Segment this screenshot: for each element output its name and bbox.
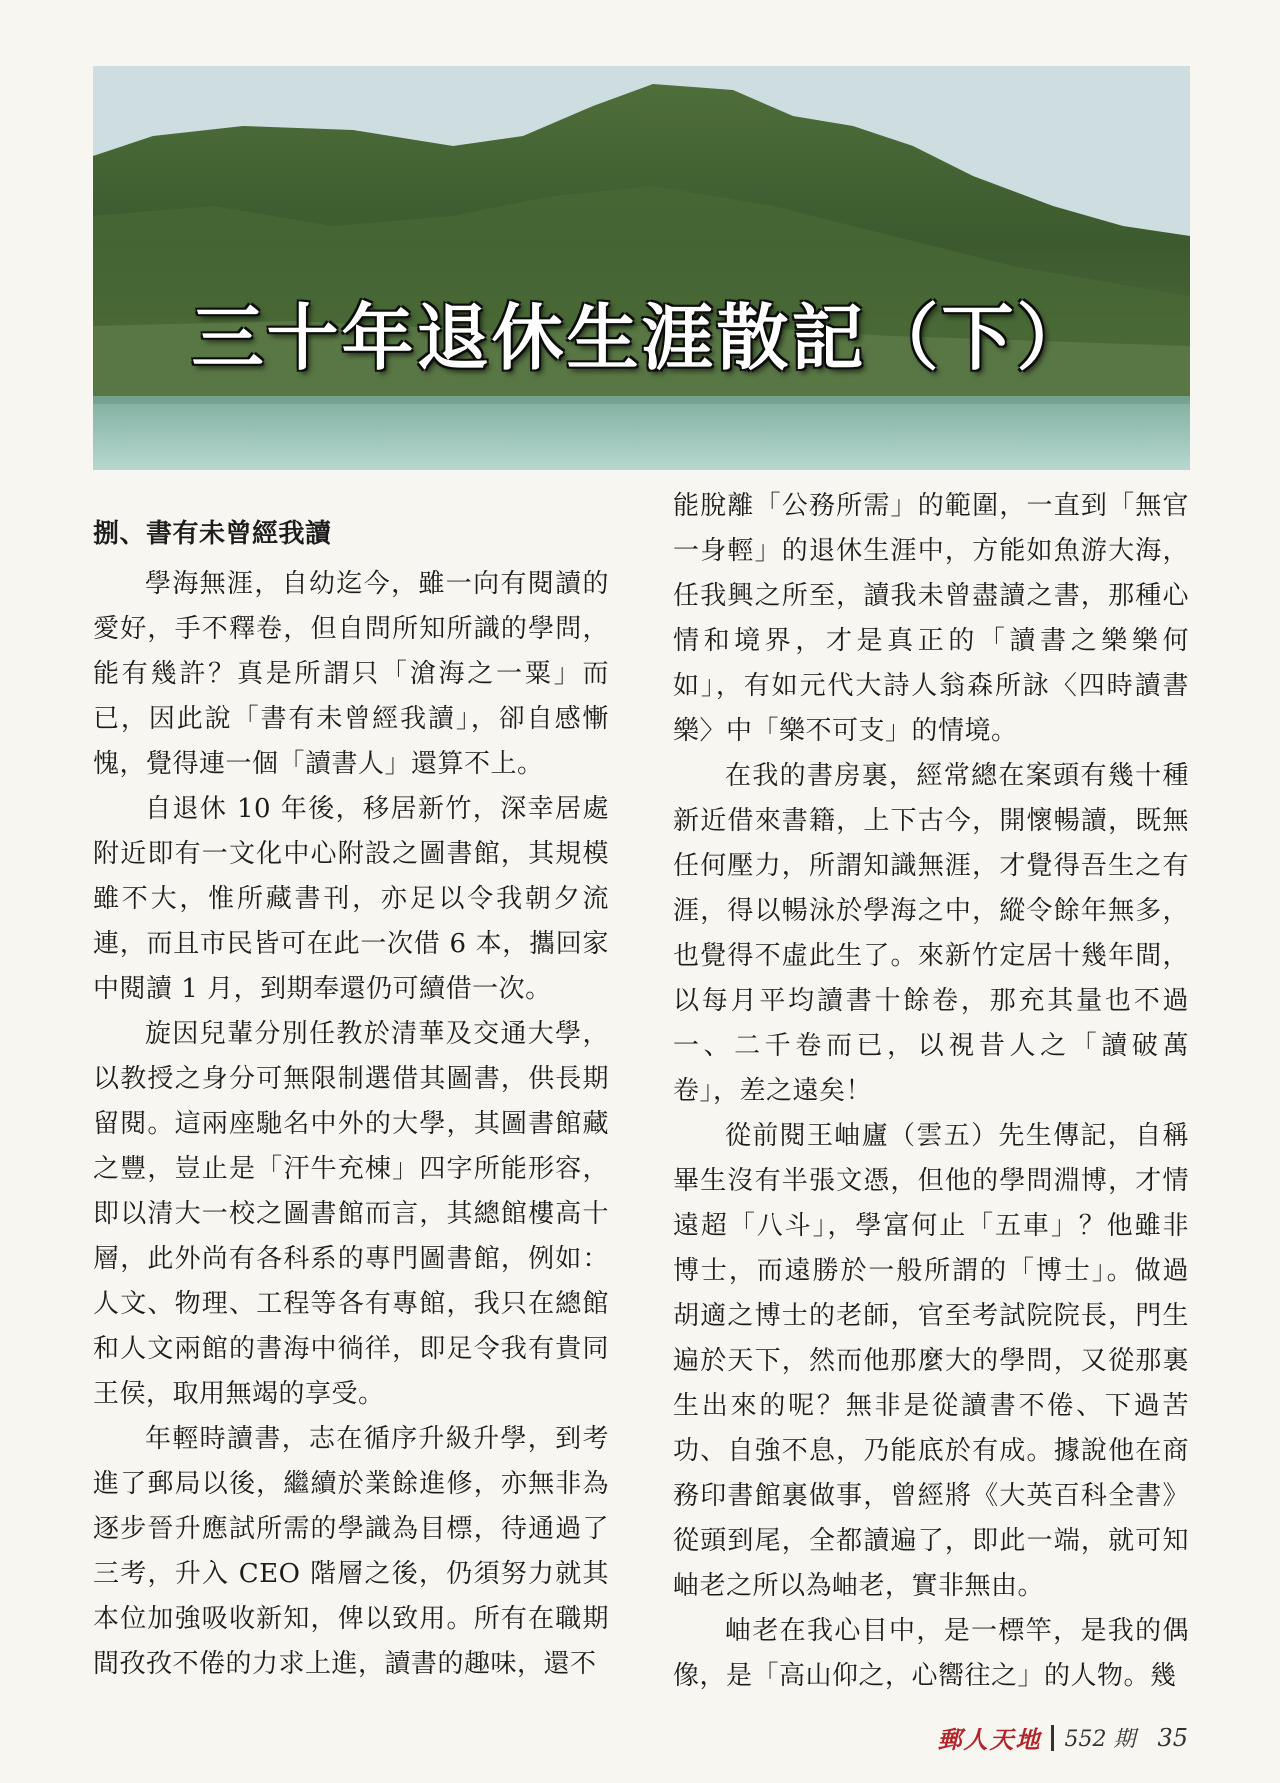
paragraph: 自退休 10 年後，移居新竹，深幸居處附近即有一文化中心附設之圖書館，其規模雖不大，惟所藏書刊，亦足以令我朝夕流連，而且市民皆可在此一次借 6 本，攜回家中閱讀 1 月，到期奉還仍可續借一次。 (93, 794, 609, 1004)
paragraph-continuation: 能脫離「公務所需」的範圍，一直到「無官一身輕」的退休生涯中，方能如魚游大海，任我興之所至，讀我未曾盡讀之書，那種心情和境界，才是真正的「讀書之樂樂何如」，有如元代大詩人翁森所詠〈四時讀書樂〉中「樂不可支」的情境。 (673, 491, 1189, 746)
magazine-name: 郵人天地 (937, 1725, 1042, 1754)
paragraph: 年輕時讀書，志在循序升級升學，到考進了郵局以後，繼續於業餘進修，亦無非為逐步晉升應試所需的學識為目標，待通過了三考，升入 CEO 階層之後，仍須努力就其本位加強吸收新知，俾以致用。所有在職期間孜孜不倦的力求上進，讀書的趣味，還不 (93, 1424, 609, 1679)
header-banner-photo (93, 66, 1190, 470)
article-title: 三十年退休生涯散記（下） (191, 296, 1092, 380)
footer-divider (1051, 1725, 1054, 1751)
paragraph: 在我的書房裏，經常總在案頭有幾十種新近借來書籍，上下古今，開懷暢讀，既無任何壓力，所謂知識無涯，才覺得吾生之有涯，得以暢泳於學海之中，縱令餘年無多，也覺得不虛此生了。來新竹定居十幾年間，以每月平均讀書十餘卷，那充其量也不過一、二千卷而已，以視昔人之「讀破萬卷」，差之遠矣！ (673, 761, 1189, 1106)
mountain-lake-illustration (93, 66, 1190, 470)
page-footer (937, 1720, 1188, 1755)
right-column (673, 484, 1189, 1699)
paragraph: 旋因兒輩分別任教於清華及交通大學，以教授之身分可無限制選借其圖書，供長期留閱。這兩座馳名中外的大學，其圖書館藏之豐，豈止是「汗牛充棟」四字所能形容，即以清大一校之圖書館而言，其總館樓高十層，此外尚有各科系的專門圖書館，例如：人文、物理、工程等各有專館，我只在總館和人文兩館的書海中徜徉，即足令我有貴同王侯，取用無竭的享受。 (93, 1019, 609, 1409)
issue-number: 552 期 (1064, 1727, 1136, 1752)
paragraph: 岫老在我心目中，是一標竿，是我的偶像，是「高山仰之，心嚮往之」的人物。幾 (673, 1616, 1189, 1691)
left-column (93, 484, 609, 1687)
paragraph: 從前閱王岫廬（雲五）先生傳記，自稱畢生沒有半張文憑，但他的學問淵博，才情遠超「八斗」，學富何止「五車」？他雖非博士，而遠勝於一般所謂的「博士」。做過胡適之博士的老師，官至考試院院長，門生遍於天下，然而他那麼大的學問，又從那裏生出來的呢？無非是從讀書不倦、下過苦功、自強不息，乃能底於有成。據說他在商務印書館裏做事，曾經將《大英百科全書》從頭到尾，全都讀遍了，即此一端，就可知岫老之所以為岫老，實非無由。 (673, 1121, 1189, 1601)
paragraph: 學海無涯，自幼迄今，雖一向有閱讀的愛好，手不釋卷，但自問所知所識的學問，能有幾許？真是所謂只「滄海之一粟」而已，因此說「書有未曾經我讀」，卻自感慚愧，覺得連一個「讀書人」還算不上。 (93, 569, 609, 779)
page-number: 35 (1157, 1723, 1188, 1752)
section-heading: 捌、書有未曾經我讀 (93, 519, 332, 549)
